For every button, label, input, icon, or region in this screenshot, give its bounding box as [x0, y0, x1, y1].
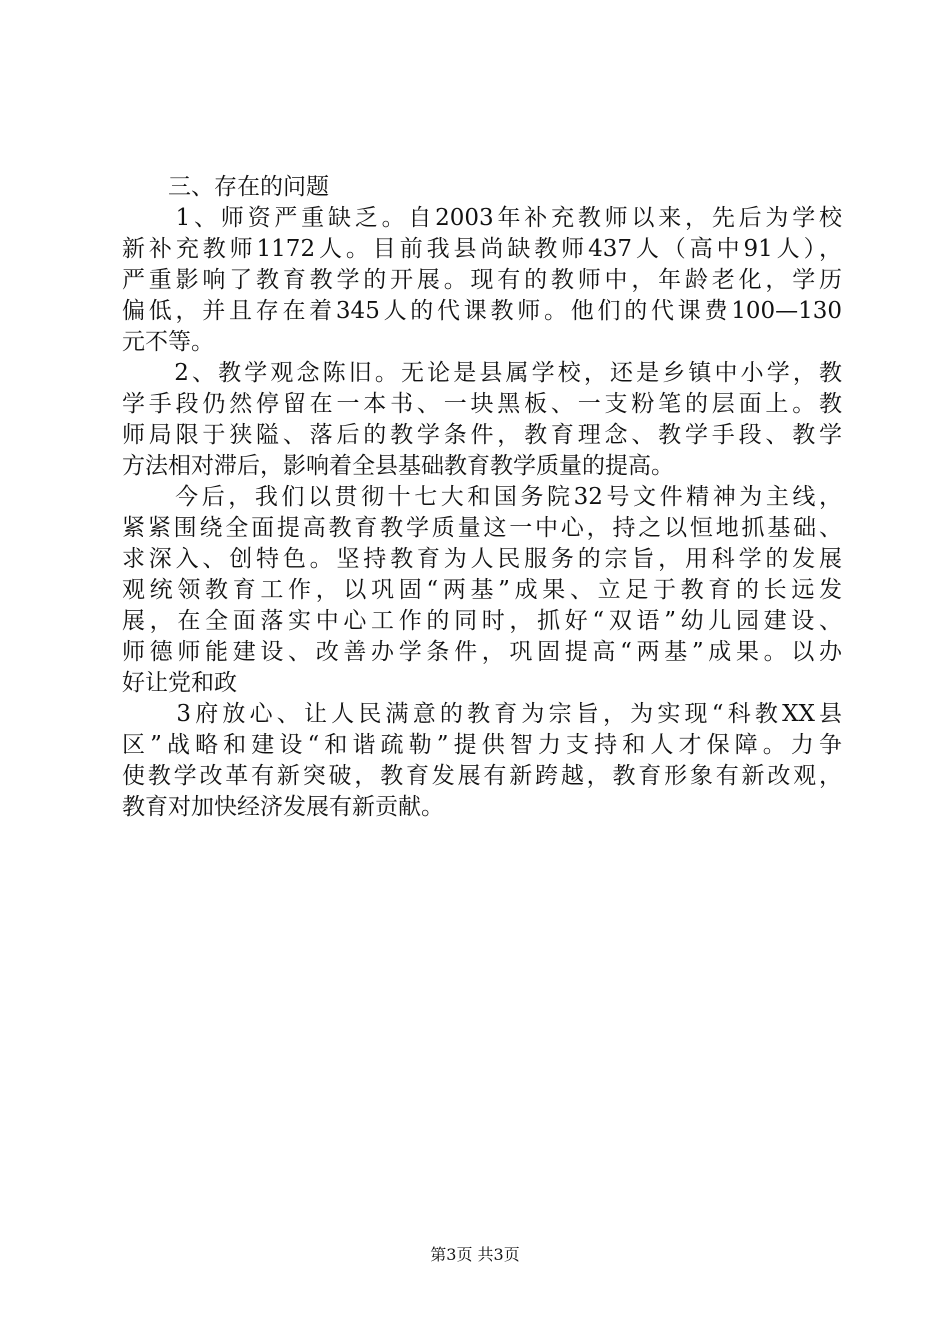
- text-line: 使教学改革有新突破，教育发展有新跨越，教育形象有新改观，: [122, 763, 842, 789]
- text-line: 元不等。: [122, 329, 214, 355]
- text-line: 偏低，并且存在着345人的代课教师。他们的代课费100—130: [122, 298, 842, 324]
- text-line: 师德师能建设、改善办学条件，巩固提高“两基”成果。以办: [122, 639, 842, 665]
- text-line: 新补充教师1172人。目前我县尚缺教师437人（高中91人），: [122, 236, 842, 262]
- text-line: 学手段仍然停留在一本书、一块黑板、一支粉笔的层面上。教: [122, 391, 842, 417]
- text-line: 展，在全面落实中心工作的同时，抓好“双语”幼儿园建设、: [122, 608, 842, 634]
- text-line: 1、师资严重缺乏。自2003年补充教师以来，先后为学校: [122, 205, 842, 231]
- text-line: 2、教学观念陈旧。无论是县属学校，还是乡镇中小学，教: [122, 360, 842, 386]
- text-line: 区”战略和建设“和谐疏勒”提供智力支持和人才保障。力争: [122, 732, 842, 758]
- text-line: 严重影响了教育教学的开展。现有的教师中，年龄老化，学历: [122, 267, 842, 293]
- text-line: 方法相对滞后，影响着全县基础教育教学质量的提高。: [122, 453, 674, 479]
- page-footer: 第3页 共3页: [430, 1245, 520, 1264]
- text-line: 观统领教育工作，以巩固“两基”成果、立足于教育的长远发: [122, 577, 842, 603]
- text-line: 求深入、创特色。坚持教育为人民服务的宗旨，用科学的发展: [122, 546, 842, 572]
- text-line: 今后，我们以贯彻十七大和国务院32号文件精神为主线，: [122, 484, 842, 510]
- section-heading: 三、存在的问题: [168, 174, 329, 200]
- text-line: 教育对加快经济发展有新贡献。: [122, 794, 444, 820]
- text-line: 紧紧围绕全面提高教育教学质量这一中心，持之以恒地抓基础、: [122, 515, 842, 541]
- document-body: [122, 172, 842, 823]
- text-line: 好让党和政: [122, 670, 237, 696]
- text-line: 师局限于狭隘、落后的教学条件，教育理念、教学手段、教学: [122, 422, 842, 448]
- text-line: 3府放心、让人民满意的教育为宗旨，为实现“科教XX县: [122, 701, 842, 727]
